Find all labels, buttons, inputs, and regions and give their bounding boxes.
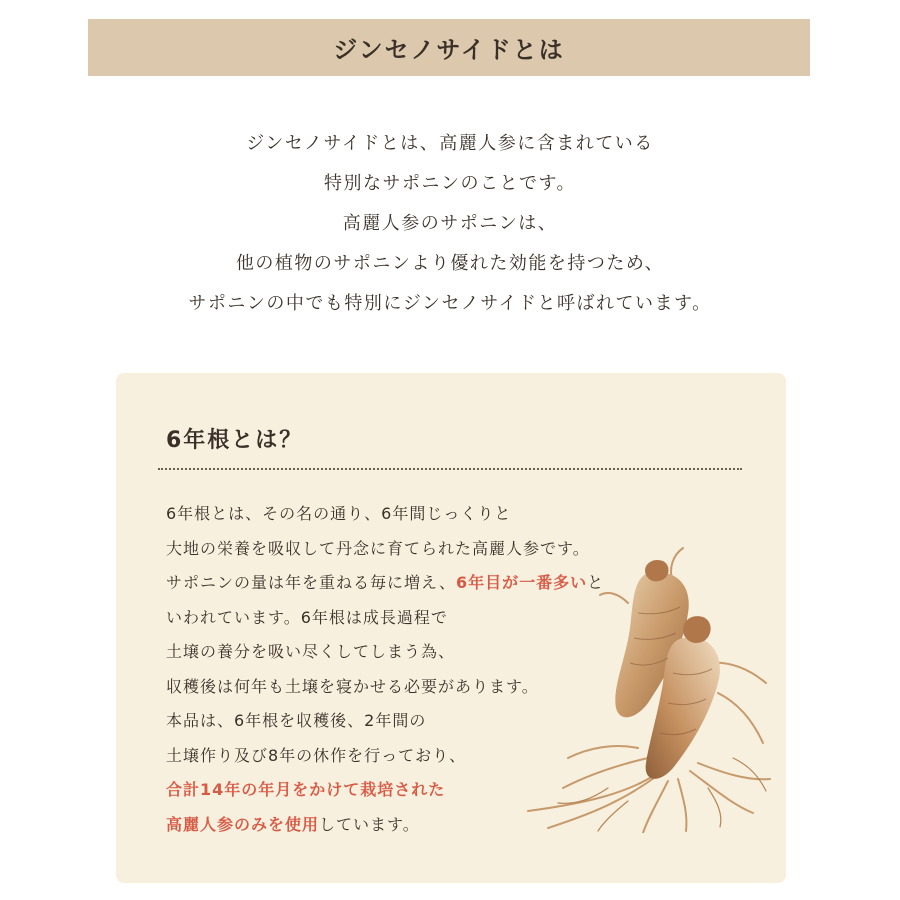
body-text: しています。 — [319, 814, 420, 834]
section-title: ジンセノサイドとは — [333, 36, 565, 64]
section-header — [88, 19, 810, 76]
body-line: 土壌作り及び8年の休作を行っており、 — [166, 745, 467, 765]
intro-line: 特別なサポニンのことです。 — [323, 173, 577, 194]
card-body — [166, 497, 686, 842]
dotted-divider — [158, 468, 742, 470]
body-text: と — [587, 573, 605, 592]
highlight-text: 高麗人参のみを使用 — [166, 814, 320, 834]
body-line: 収穫後は何年も土壌を寝かせる必要があります。 — [166, 676, 539, 696]
body-line: 大地の栄養を吸収して丹念に育てられた高麗人参です。 — [166, 538, 590, 558]
body-line: いわれています。6年根は成長過程で — [166, 607, 448, 627]
body-line: 本品は、6年根を収穫後、2年間の — [166, 711, 427, 730]
highlight-text: 6年目が一番多い — [455, 573, 588, 592]
intro-line: 他の植物のサポニンより優れた効能を持つため、 — [235, 253, 665, 274]
body-text: サポニンの量は年を重ねる毎に増え、 — [166, 573, 456, 592]
six-year-root-card — [116, 373, 786, 883]
body-line: 6年根とは、その名の通り、6年間じっくりと — [166, 504, 512, 523]
intro-text — [0, 124, 900, 324]
intro-line: ジンセノサイドとは、高麗人参に含まれている — [246, 133, 654, 154]
card-title: 6年根とは？ — [166, 428, 304, 453]
body-line — [166, 566, 686, 601]
highlight-text: 合計14年の年月をかけて栽培された — [166, 780, 446, 799]
body-line — [166, 773, 686, 808]
body-line: 土壌の養分を吸い尽くしてしまう為、 — [166, 642, 456, 661]
intro-line: サポニンの中でも特別にジンセノサイドと呼ばれています。 — [188, 293, 712, 314]
body-line — [166, 808, 686, 843]
intro-line: 高麗人参のサポニンは、 — [342, 213, 558, 234]
